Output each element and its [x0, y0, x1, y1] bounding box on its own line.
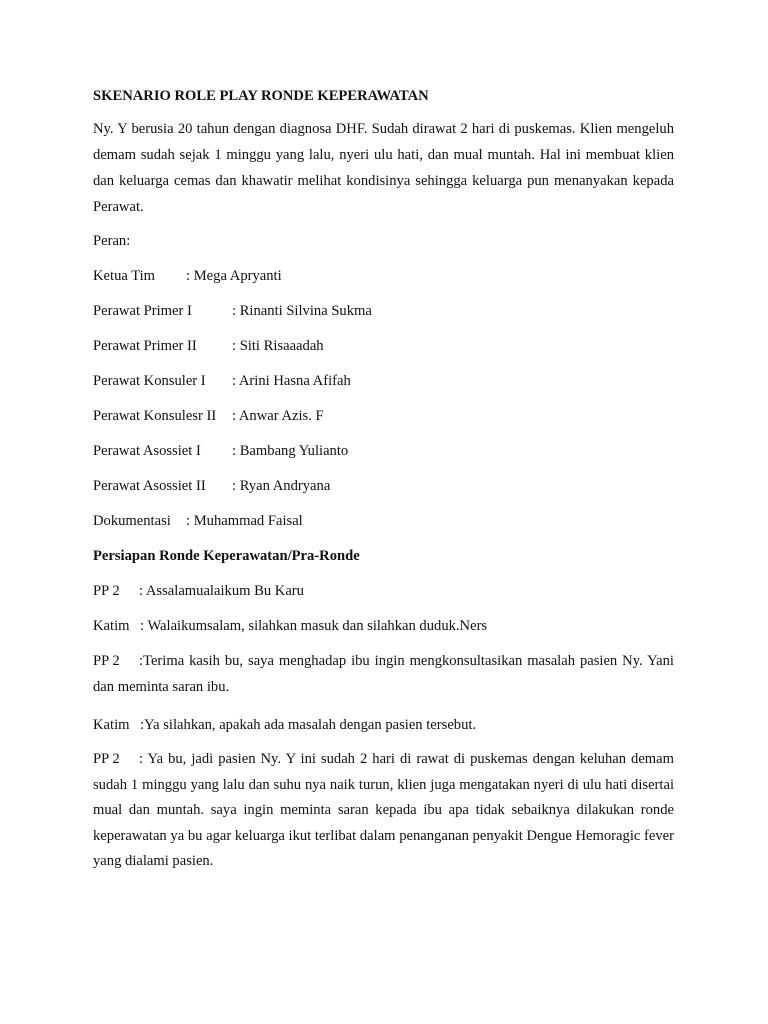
dialogue-text: : Walaikumsalam, silahkan masuk dan silahkan duduk.Ners [140, 618, 488, 634]
role-value: : Rinanti Silvina Sukma [232, 303, 372, 319]
document-body [93, 86, 674, 875]
role-line [93, 336, 674, 356]
role-label: Perawat Konsulesr II [93, 408, 217, 424]
role-value: : Muhammad Faisal [186, 513, 303, 529]
role-label: Perawat Konsuler I [93, 373, 206, 389]
dialogue-speaker: Katim [93, 717, 130, 733]
dialogue-line [93, 747, 674, 875]
role-value: : Bambang Yulianto [232, 443, 349, 459]
dialogue-text: : Assalamualaikum Bu Karu [139, 583, 304, 599]
role-label: Perawat Asossiet I [93, 443, 201, 459]
role-line [93, 476, 674, 496]
role-line [93, 371, 674, 391]
role-value: : Siti Risaaadah [232, 338, 324, 354]
role-label: Perawat Asossiet II [93, 478, 206, 494]
dialogue-text: :Ya silahkan, apakah ada masalah dengan pasien tersebut. [140, 717, 477, 733]
role-value: : Ryan Andryana [232, 478, 331, 494]
dialogue-text: : Ya bu, jadi pasien Ny. Y ini sudah 2 hari di rawat di puskemas dengan keluhan demam sudah 1 minggu yang lalu dan suhu nya naik turun, klien juga mengatakan nyeri di ulu hati disertai mual dan muntah. saya ingin meminta saran kepada ibu apa tidak sebaiknya dilakukan ronde keperawatan ya bu agar keluarga ikut terlibat dalam penanganan penyakit Dengue Hemoragic fever yang dialami pasien. [93, 751, 674, 869]
document-title: SKENARIO ROLE PLAY RONDE KEPERAWATAN [93, 88, 429, 104]
dialogue-line [93, 616, 674, 636]
dialogue-text: :Terima kasih bu, saya menghadap ibu ingin mengkonsultasikan masalah pasien Ny. Yani dan meminta saran ibu. [93, 653, 674, 695]
role-label: Perawat Primer II [93, 338, 197, 354]
role-line [93, 406, 674, 426]
intro-paragraph: Ny. Y berusia 20 tahun dengan diagnosa DHF. Sudah dirawat 2 hari di puskemas. Klien mengeluh demam sudah sejak 1 minggu yang lalu, nyeri ulu hati, dan mual muntah. Hal ini membuat klien dan keluarga cemas dan khawatir melihat kondisinya sehingga keluarga pun menanyakan kepada Perawat. [93, 121, 674, 215]
dialogue-speaker: PP 2 [93, 751, 120, 767]
dialogue-line [93, 648, 674, 700]
section-heading: Persiapan Ronde Keperawatan/Pra-Ronde [93, 548, 360, 564]
role-label: Perawat Primer I [93, 303, 192, 319]
dialogue-line [93, 581, 674, 601]
dialogue-speaker: PP 2 [93, 653, 120, 669]
role-label: Dokumentasi [93, 513, 171, 529]
dialogue-line [93, 715, 674, 735]
role-value: : Arini Hasna Afifah [232, 373, 351, 389]
role-label: Ketua Tim [93, 268, 156, 284]
dialogue-speaker: PP 2 [93, 583, 120, 599]
role-value: : Mega Apryanti [186, 268, 282, 284]
role-value: : Anwar Azis. F [232, 408, 324, 424]
role-line [93, 441, 674, 461]
dialogue-speaker: Katim [93, 618, 130, 634]
role-line [93, 511, 674, 531]
role-line [93, 301, 674, 321]
peran-heading: Peran: [93, 233, 131, 249]
role-line [93, 266, 674, 286]
